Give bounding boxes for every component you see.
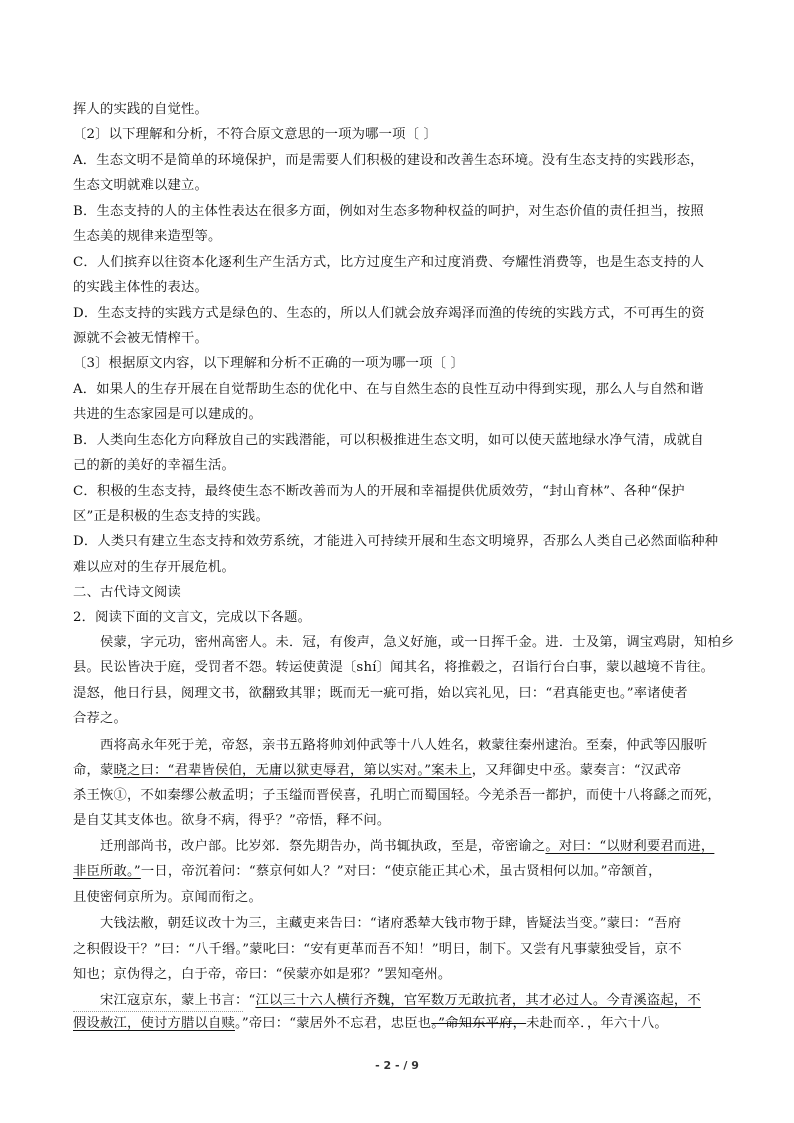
text-run: 。”帝曰：“蒙居外不忘君，忠臣也 [234, 1016, 432, 1031]
text-line [73, 457, 235, 475]
footnote-rule [73, 1011, 243, 1012]
text-line [73, 228, 221, 246]
text-line [73, 685, 688, 703]
text-run: 区”正是积极的生态支持的实践。 [73, 509, 269, 524]
text-run: D．人类只有建立生态支持和效劳系统，才能进入可持续开展和生态文明境界，否那么人类自己必然面临种种 [73, 534, 719, 549]
text-line [73, 812, 390, 830]
text-run: B．生态支持的人的主体性表达在很多方面，例如对生态多物种权益的呵护，对生态价值的责任担当，按照 [73, 204, 704, 219]
text-run: 源就不会被无情榨干。 [73, 331, 208, 346]
text-line [73, 1015, 668, 1033]
text-line [73, 508, 269, 526]
text-line [73, 152, 704, 170]
text-run: 生态美的规律来造型等。 [73, 229, 222, 244]
text-line [73, 483, 685, 501]
text-run: 杀王恢①，不如秦缪公赦孟明；子玉缢而晋侯喜，孔明亡而蜀国轻。今羌杀吾一都护，而使十八将繇之而死， [73, 788, 721, 803]
text-line [100, 737, 707, 755]
text-run: 命，蒙 [73, 763, 114, 778]
underlined-text: 江以三十六人横行齐魏，官军数万无敢抗者，其才必过人。今青溪盗起，不 [255, 993, 701, 1008]
text-line [73, 177, 208, 195]
text-line [73, 381, 704, 399]
text-line [73, 762, 681, 780]
text-run: 大钱法敝，朝廷议改十为三，主藏吏来告曰：“诸府悉辇大钱市物于肆，皆疑法当变。”蒙曰：“吾府 [100, 916, 682, 931]
text-run: 一日，帝沉着问：“蔡京何如人？”对曰：“使京能正其心术，虽古贤相何以加。”帝颔首， [140, 864, 662, 879]
text-run: A．生态文明不是简单的环境保护，而是需要人们积极的建设和改善生态环境。没有生态支持的实践形态， [73, 153, 704, 168]
text-run: 二、古代诗文阅读 [73, 585, 181, 600]
text-run: 难以应对的生存开展危机。 [73, 560, 235, 575]
text-run: 之积假设干？”曰：“八千缗。”蒙叱曰：“安有更革而吾不知！”明日，制下。又尝有凡事蒙独受旨，京不 [73, 942, 682, 957]
struck-text: 。”命知东平府， [431, 1016, 527, 1031]
text-line [73, 584, 181, 602]
text-run: 侯蒙，字元功，密州高密人。未．冠，有俊声，急义好施，或一日挥千金。进．士及第，调宝鸡尉，知柏乡 [100, 635, 735, 650]
text-run: 县。民讼皆决于庭，受罚者不怨。转运使黄湜〔shí〕闻其名，将推毂之，召诣行台白事，蒙以越境不肯往。 [73, 660, 715, 675]
text-line [73, 710, 127, 728]
text-run: 挥人的实践的自觉性。 [73, 102, 208, 117]
text-line [73, 863, 662, 881]
text-line [73, 203, 704, 221]
underlined-text: 晓之曰：“君辈皆侯伯，无庸以狱吏辱君，第以实对。”案未上 [113, 763, 472, 778]
text-run: ，又拜御史中丞。蒙奏言：“汉武帝 [471, 763, 682, 778]
text-line [100, 634, 734, 652]
text-run: 的实践主体性的表达。 [73, 280, 208, 295]
text-run: 湜怒，他日行县，阅理文书，欲翻致其罪；既而无一疵可指，始以宾礼见，曰：“君真能吏也。”率诸使者 [73, 686, 688, 701]
text-line [73, 609, 311, 627]
text-run: D．生态支持的实践方式是绿色的、生态的，所以人们就会放弃竭泽而渔的传统的实践方式，不可再生的资 [73, 306, 705, 321]
text-line [73, 659, 714, 677]
text-run: A．如果人的生存开展在自觉帮助生态的优化中、在与自然生态的良性互动中得到实现，那么人与自然和谐 [73, 382, 704, 397]
underlined-text: 。对曰：“以财利要君而进， [545, 839, 715, 854]
text-line [73, 533, 718, 551]
text-line [73, 966, 451, 984]
text-run: 共进的生态家园是可以建成的。 [73, 407, 262, 422]
text-run: 〔2〕以下理解和分析，不符合原文意思的一项为哪一项〔 〕 [73, 127, 438, 142]
text-run: 是自艾其支体也。欲身不病，得乎？”帝悟，释不问。 [73, 813, 391, 828]
text-run: 且使密伺京所为。京闻而衔之。 [73, 890, 262, 905]
text-line [73, 279, 208, 297]
underlined-text: 非臣所敢。” [73, 864, 141, 879]
underlined-text: 假设赦江，使讨方腊以自赎 [73, 1016, 235, 1031]
text-line [73, 355, 464, 373]
text-line [100, 838, 714, 856]
text-run: 己的新的美好的幸福生活。 [73, 458, 235, 473]
text-line [73, 941, 682, 959]
text-run: 知也；京伪得之，白于帝，帝曰：“侯蒙亦如是邪？”罢知亳州。 [73, 967, 452, 982]
text-run: 生态文明就难以建立。 [73, 178, 208, 193]
text-run: C．人们摈弃以往资本化逐利生产生活方式，比方过度生产和过度消费、夸耀性消费等，也是生态支持的人 [73, 255, 705, 270]
text-run: 未赴而卒．，年六十八。 [526, 1016, 668, 1031]
text-line [73, 432, 704, 450]
text-run: 合荐之。 [73, 711, 127, 726]
text-run: 〔3〕根据原文内容，以下理解和分析不正确的一项为哪一项〔 〕 [73, 356, 464, 371]
text-run: 2．阅读下面的文言文，完成以下各题。 [73, 610, 312, 625]
text-line [73, 101, 208, 119]
page-number: - 2 - / 9 [375, 1059, 419, 1072]
text-line [73, 330, 208, 348]
text-run: B．人类向生态化方向释放自己的实践潜能，可以积极推进生态文明，如可以使天蓝地绿水净气清，成就自 [73, 433, 704, 448]
text-run: 宋江寇京东，蒙上书言：“ [100, 993, 256, 1008]
text-line [100, 915, 681, 933]
text-line [73, 126, 437, 144]
text-line [73, 787, 721, 805]
text-line [73, 406, 262, 424]
text-line [100, 992, 701, 1010]
text-run: 西将高永年死于羌，帝怒，亲书五路将帅刘仲武等十八人姓名，敕蒙往秦州逮治。至秦，仲武等囚服听 [100, 738, 708, 753]
text-run: 迁刑部尚书，改户部。比岁郊．祭先期告办，尚书辄执政，至是，帝密谕之 [100, 839, 546, 854]
text-line [73, 559, 235, 577]
text-run: C．积极的生态支持，最终使生态不断改善而为人的开展和幸福提供优质效劳，“封山育林”、各种“保护 [73, 484, 685, 499]
text-line [73, 889, 262, 907]
text-line [73, 305, 705, 323]
text-line [73, 254, 704, 272]
